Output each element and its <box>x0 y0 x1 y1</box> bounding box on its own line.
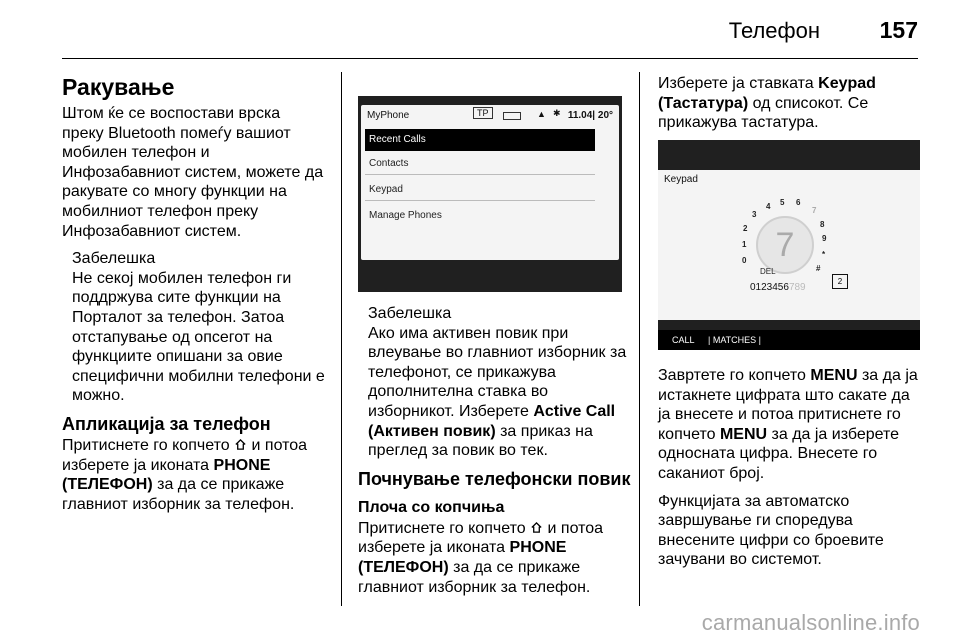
note-line <box>368 422 634 442</box>
call-button[interactable]: CALL <box>672 335 695 345</box>
digit[interactable]: 5 <box>780 198 785 207</box>
note-line <box>368 402 634 422</box>
screen-panel <box>658 170 920 345</box>
body-line <box>62 436 334 456</box>
intro-line: Штом ќе се воспостави врска <box>62 105 281 122</box>
text-span: копчето <box>658 425 716 443</box>
body-line <box>358 538 634 558</box>
text-span: за да се прикаже <box>157 476 285 494</box>
body-line: главниот изборник за телефон. <box>62 495 295 513</box>
body-line <box>658 366 930 386</box>
body-line: зачувани во системот. <box>658 551 822 569</box>
menu-item-manage-phones[interactable]: Manage Phones <box>369 210 442 221</box>
body-line: прикажува тастатура. <box>658 114 819 132</box>
keypad-action-bar <box>658 330 920 350</box>
bold-span: (Активен повик) <box>368 422 496 440</box>
note-title: Забелешка <box>368 305 452 322</box>
body-line: истакнете цифрата што сакате да <box>658 386 910 404</box>
text-span: за да ја <box>861 367 918 384</box>
bold-span: Keypad <box>818 75 876 92</box>
sub-heading: Плоча со копчиња <box>358 498 505 516</box>
home-button-icon <box>234 438 247 451</box>
matches-button[interactable]: | MATCHES | <box>708 335 762 345</box>
digit[interactable]: 6 <box>796 198 801 207</box>
text-span: за приказ на <box>500 422 593 440</box>
intro-line: преку Bluetooth помеѓу вашиот <box>62 124 291 142</box>
note-line: преглед за повик во тек. <box>368 442 548 460</box>
phone-menu-screenshot <box>358 96 622 292</box>
note-line: функциите опишани за овие <box>72 348 283 366</box>
note-line: поддржува сите функции на <box>72 289 281 307</box>
text-span: изборникот. Изберете <box>368 402 529 420</box>
note-line: Ако има активен повик при <box>368 324 569 342</box>
body-line <box>358 558 634 578</box>
body-line <box>62 456 334 476</box>
header-rule <box>62 58 918 59</box>
section-heading: Почнување телефонски повик <box>358 468 631 489</box>
sub-heading: Апликација за телефон <box>62 413 271 434</box>
body-line <box>658 74 928 94</box>
intro-line: мобилен телефон и <box>62 144 210 162</box>
body-line: саканиот број. <box>658 464 765 482</box>
text-span: изберете ја иконата <box>62 456 210 474</box>
bold-span: MENU <box>719 425 768 443</box>
text-span: Изберете ја ставката <box>658 75 814 92</box>
column-divider-1 <box>341 72 342 606</box>
note-line: Не секој мобилен телефон ги <box>72 269 292 287</box>
digit[interactable]: 1 <box>742 240 747 249</box>
menu-item-keypad[interactable]: Keypad <box>365 179 595 201</box>
status-bar <box>361 105 619 127</box>
body-line: главниот изборник за телефон. <box>358 578 591 596</box>
digit[interactable]: 2 <box>743 224 748 233</box>
text-span: изберете ја иконата <box>358 539 506 557</box>
note-title: Забелешка <box>72 250 156 268</box>
middle-column <box>358 304 634 597</box>
text-span: Притиснете го копчето <box>358 519 526 537</box>
body-line <box>658 94 928 114</box>
page-number: 157 <box>879 17 918 43</box>
note-line: можно. <box>72 387 125 405</box>
bold-span: PHONE <box>509 539 567 557</box>
matches-count-badge: 2 <box>832 274 848 289</box>
digit[interactable]: 0 <box>742 256 747 265</box>
delete-key[interactable]: DEL <box>760 267 776 276</box>
bold-span: MENU <box>810 367 858 384</box>
bold-span: Active Call <box>533 402 616 420</box>
bold-span: (ТЕЛЕФОН) <box>358 558 449 576</box>
column-divider-2 <box>639 72 640 606</box>
note-line: дополнителна ставка во <box>368 383 549 401</box>
digit[interactable]: 7 <box>812 206 817 215</box>
note-block <box>358 304 634 461</box>
note-line: влеување во главниот изборник за <box>368 344 627 362</box>
tp-badge: TP <box>473 107 493 119</box>
note-line: телефонот, се прикажува <box>368 363 556 381</box>
right-column-bottom <box>658 366 930 570</box>
body-line: односната цифра. Внесете го <box>658 445 878 463</box>
digit[interactable]: 9 <box>822 234 827 243</box>
entered-number <box>750 282 806 293</box>
note-line: отстапување од опсегот на <box>72 328 273 346</box>
note-line: Порталот за телефон. Затоа <box>72 308 285 326</box>
intro-line: мобилниот телефон преку <box>62 202 259 220</box>
bold-span: (Тастатура) <box>658 94 749 112</box>
body-line <box>658 425 930 445</box>
digit[interactable]: 4 <box>766 202 771 211</box>
text-span: и потоа <box>547 519 604 537</box>
note-block <box>62 249 334 406</box>
keypad-screenshot <box>658 140 920 350</box>
text-span: Завртете го копчето <box>658 367 806 384</box>
digit[interactable]: # <box>816 264 821 273</box>
body-line <box>358 519 634 539</box>
digit[interactable]: 3 <box>752 210 757 219</box>
signal-icon: ▲ <box>537 109 546 119</box>
bluetooth-icon: ✱ <box>553 108 561 118</box>
home-button-icon <box>530 521 543 534</box>
body-line <box>62 475 334 495</box>
body-line: внесените цифри со броевите <box>658 531 884 549</box>
text-span: Притиснете го копчето <box>62 436 230 454</box>
app-title: MyPhone <box>367 110 410 121</box>
menu-item-contacts[interactable]: Contacts <box>365 153 595 175</box>
battery-icon <box>503 112 521 120</box>
digit[interactable]: * <box>822 250 826 259</box>
digit[interactable]: 8 <box>820 220 825 229</box>
watermark: carmanualsonline.info <box>701 610 920 635</box>
intro-line: ракувате со многу функции на <box>62 183 287 201</box>
dial-knob[interactable]: 7 <box>756 216 814 274</box>
text-span: за да ја изберете <box>771 425 900 443</box>
text-span: и потоа <box>251 436 308 454</box>
body-line: Функцијата за автоматско <box>658 492 850 510</box>
body-line: ја внесете и потоа притиснете го <box>658 406 901 424</box>
intro-line: Инфозабавниот систем. <box>62 222 242 240</box>
number-suggestion: 789 <box>788 282 806 293</box>
menu-item-recent-calls[interactable]: Recent Calls <box>365 129 595 151</box>
number-text: 0123456 <box>750 282 789 293</box>
text-span: од списокот. Се <box>752 94 869 112</box>
section-heading: Ракување <box>62 74 175 100</box>
screen-panel <box>361 105 619 260</box>
intro-line: Инфозабавниот систем, можете да <box>62 163 324 181</box>
bold-span: PHONE <box>213 456 271 474</box>
note-line: специфични мобилни телефони е <box>72 367 325 385</box>
body-line: завршување ги споредува <box>658 512 853 530</box>
bold-span: (ТЕЛЕФОН) <box>62 476 153 494</box>
text-span: за да се прикаже <box>453 558 581 576</box>
chapter-title: Телефон <box>728 18 820 43</box>
clock: 11.04| 20° <box>567 110 613 121</box>
keypad-title: Keypad <box>664 174 698 185</box>
left-column <box>62 74 334 514</box>
right-column-top <box>658 74 928 133</box>
page-header <box>0 0 960 60</box>
